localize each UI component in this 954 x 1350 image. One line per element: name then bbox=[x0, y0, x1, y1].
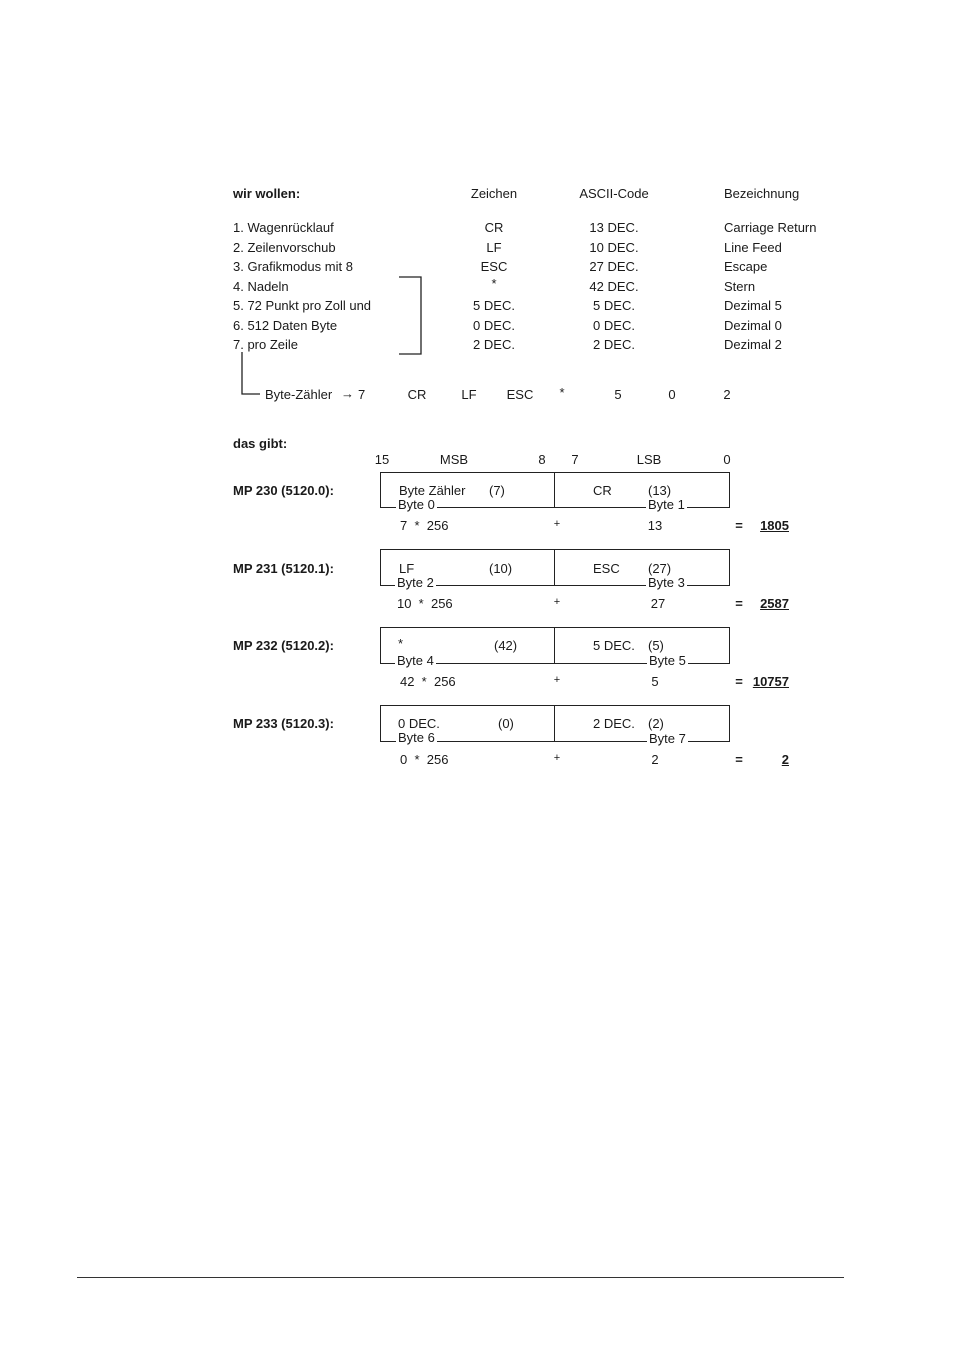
row-zeichen: CR bbox=[484, 220, 504, 235]
arrow-right-icon: → bbox=[341, 386, 354, 401]
mp-title: MP 233 (5120.3): bbox=[233, 716, 334, 731]
row-label: 1. Wagenrücklauf bbox=[233, 220, 334, 235]
byte-divider bbox=[554, 705, 555, 742]
column-header-zeichen: Zeichen bbox=[470, 186, 518, 201]
row-label: 5. 72 Punkt pro Zoll und bbox=[233, 298, 372, 313]
sequence-item: 5 bbox=[614, 387, 622, 402]
row-ascii: 10 DEC. bbox=[589, 240, 639, 255]
calc-high: 0 * 256 bbox=[400, 752, 449, 767]
bit-15-label: 15 bbox=[374, 452, 390, 467]
das-gibt-label: das gibt: bbox=[233, 436, 288, 451]
row-zeichen: LF bbox=[486, 240, 502, 255]
high-byte-label: Byte 6 bbox=[398, 730, 435, 745]
bit-8-label: 8 bbox=[538, 452, 546, 467]
row-ascii: 27 DEC. bbox=[589, 259, 639, 274]
low-byte-name: CR bbox=[593, 483, 612, 498]
row-bezeichnung: Dezimal 5 bbox=[724, 298, 782, 313]
plus-sign: + bbox=[553, 752, 561, 764]
sequence-item: * bbox=[559, 385, 565, 400]
high-byte-label: Byte 4 bbox=[397, 653, 434, 668]
column-header-bezeichnung: Bezeichnung bbox=[724, 186, 800, 201]
low-byte-value: (27) bbox=[648, 561, 672, 576]
row-label: 4. Nadeln bbox=[233, 279, 289, 294]
lsb-label: LSB bbox=[636, 452, 662, 467]
high-byte-value: (7) bbox=[489, 483, 505, 498]
calc-low: 2 bbox=[651, 752, 659, 767]
byte-counter-label: Byte-Zähler bbox=[265, 387, 333, 402]
high-byte-label: Byte 0 bbox=[398, 497, 435, 512]
bit-0-label: 0 bbox=[723, 452, 731, 467]
high-byte-name: 0 DEC. bbox=[398, 716, 440, 731]
row-zeichen: 0 DEC. bbox=[473, 318, 515, 333]
calc-low: 13 bbox=[647, 518, 663, 533]
low-byte-value: (2) bbox=[648, 716, 664, 731]
row-zeichen: * bbox=[491, 276, 497, 291]
right-bracket bbox=[399, 277, 421, 354]
low-byte-label: Byte 1 bbox=[648, 497, 685, 512]
counter-connector bbox=[242, 352, 260, 394]
low-byte-label: Byte 3 bbox=[648, 575, 685, 590]
row-label: 3. Grafikmodus mit 8 bbox=[233, 259, 353, 274]
byte-counter-value: 7 bbox=[358, 387, 366, 402]
column-header-ascii: ASCII-Code bbox=[579, 186, 649, 201]
result-value: 1805 bbox=[760, 518, 789, 533]
mp-title: MP 231 (5120.1): bbox=[233, 561, 334, 576]
calc-high: 7 * 256 bbox=[400, 518, 449, 533]
row-ascii: 0 DEC. bbox=[593, 318, 635, 333]
byte-divider bbox=[554, 627, 555, 664]
calc-high: 42 * 256 bbox=[400, 674, 456, 689]
calc-low: 27 bbox=[650, 596, 666, 611]
row-bezeichnung: Stern bbox=[724, 279, 756, 294]
bit-7-label: 7 bbox=[571, 452, 579, 467]
mp-title: MP 232 (5120.2): bbox=[233, 638, 334, 653]
low-byte-name: ESC bbox=[593, 561, 620, 576]
row-bezeichnung: Dezimal 2 bbox=[724, 337, 782, 352]
mp-title: MP 230 (5120.0): bbox=[233, 483, 334, 498]
row-zeichen: ESC bbox=[480, 259, 508, 274]
high-byte-value: (0) bbox=[498, 716, 514, 731]
sequence-item: 2 bbox=[723, 387, 731, 402]
low-byte-name: 2 DEC. bbox=[593, 716, 635, 731]
sequence-item: 0 bbox=[668, 387, 676, 402]
calc-high: 10 * 256 bbox=[397, 596, 453, 611]
byte-divider bbox=[554, 472, 555, 508]
row-bezeichnung: Carriage Return bbox=[724, 220, 817, 235]
plus-sign: + bbox=[553, 674, 561, 686]
row-ascii: 2 DEC. bbox=[593, 337, 635, 352]
high-byte-value: (10) bbox=[489, 561, 513, 576]
intro-label: wir wollen: bbox=[233, 186, 301, 201]
result-value: 10757 bbox=[752, 674, 789, 689]
high-byte-value: (42) bbox=[494, 638, 518, 653]
high-byte-name: Byte Zähler bbox=[399, 483, 466, 498]
byte-divider bbox=[554, 549, 555, 586]
low-byte-value: (5) bbox=[648, 638, 664, 653]
row-zeichen: 2 DEC. bbox=[473, 337, 515, 352]
footer-rule bbox=[77, 1277, 844, 1278]
plus-sign: + bbox=[553, 518, 561, 530]
low-byte-label: Byte 7 bbox=[649, 731, 686, 746]
row-ascii: 13 DEC. bbox=[589, 220, 639, 235]
result-value: 2587 bbox=[760, 596, 789, 611]
sequence-item: ESC bbox=[506, 387, 534, 402]
row-bezeichnung: Dezimal 0 bbox=[724, 318, 782, 333]
plus-sign: + bbox=[553, 596, 561, 608]
msb-label: MSB bbox=[439, 452, 469, 467]
high-byte-name: LF bbox=[399, 561, 415, 576]
calc-low: 5 bbox=[651, 674, 659, 689]
low-byte-value: (13) bbox=[648, 483, 672, 498]
grouping-brackets bbox=[0, 0, 954, 420]
result-value: 2 bbox=[781, 752, 789, 767]
low-byte-name: 5 DEC. bbox=[593, 638, 635, 653]
row-label: 6. 512 Daten Byte bbox=[233, 318, 338, 333]
equals-sign: = bbox=[735, 518, 743, 533]
low-byte-label: Byte 5 bbox=[649, 653, 686, 668]
row-ascii: 5 DEC. bbox=[593, 298, 635, 313]
high-byte-label: Byte 2 bbox=[397, 575, 434, 590]
equals-sign: = bbox=[735, 674, 743, 689]
row-ascii: 42 DEC. bbox=[589, 279, 639, 294]
row-bezeichnung: Escape bbox=[724, 259, 768, 274]
equals-sign: = bbox=[735, 752, 743, 767]
row-bezeichnung: Line Feed bbox=[724, 240, 782, 255]
row-zeichen: 5 DEC. bbox=[473, 298, 515, 313]
row-label: 2. Zeilenvorschub bbox=[233, 240, 336, 255]
sequence-item: LF bbox=[461, 387, 477, 402]
high-byte-name: * bbox=[398, 636, 404, 651]
equals-sign: = bbox=[735, 596, 743, 611]
sequence-item: CR bbox=[407, 387, 427, 402]
row-label: 7. pro Zeile bbox=[233, 337, 299, 352]
